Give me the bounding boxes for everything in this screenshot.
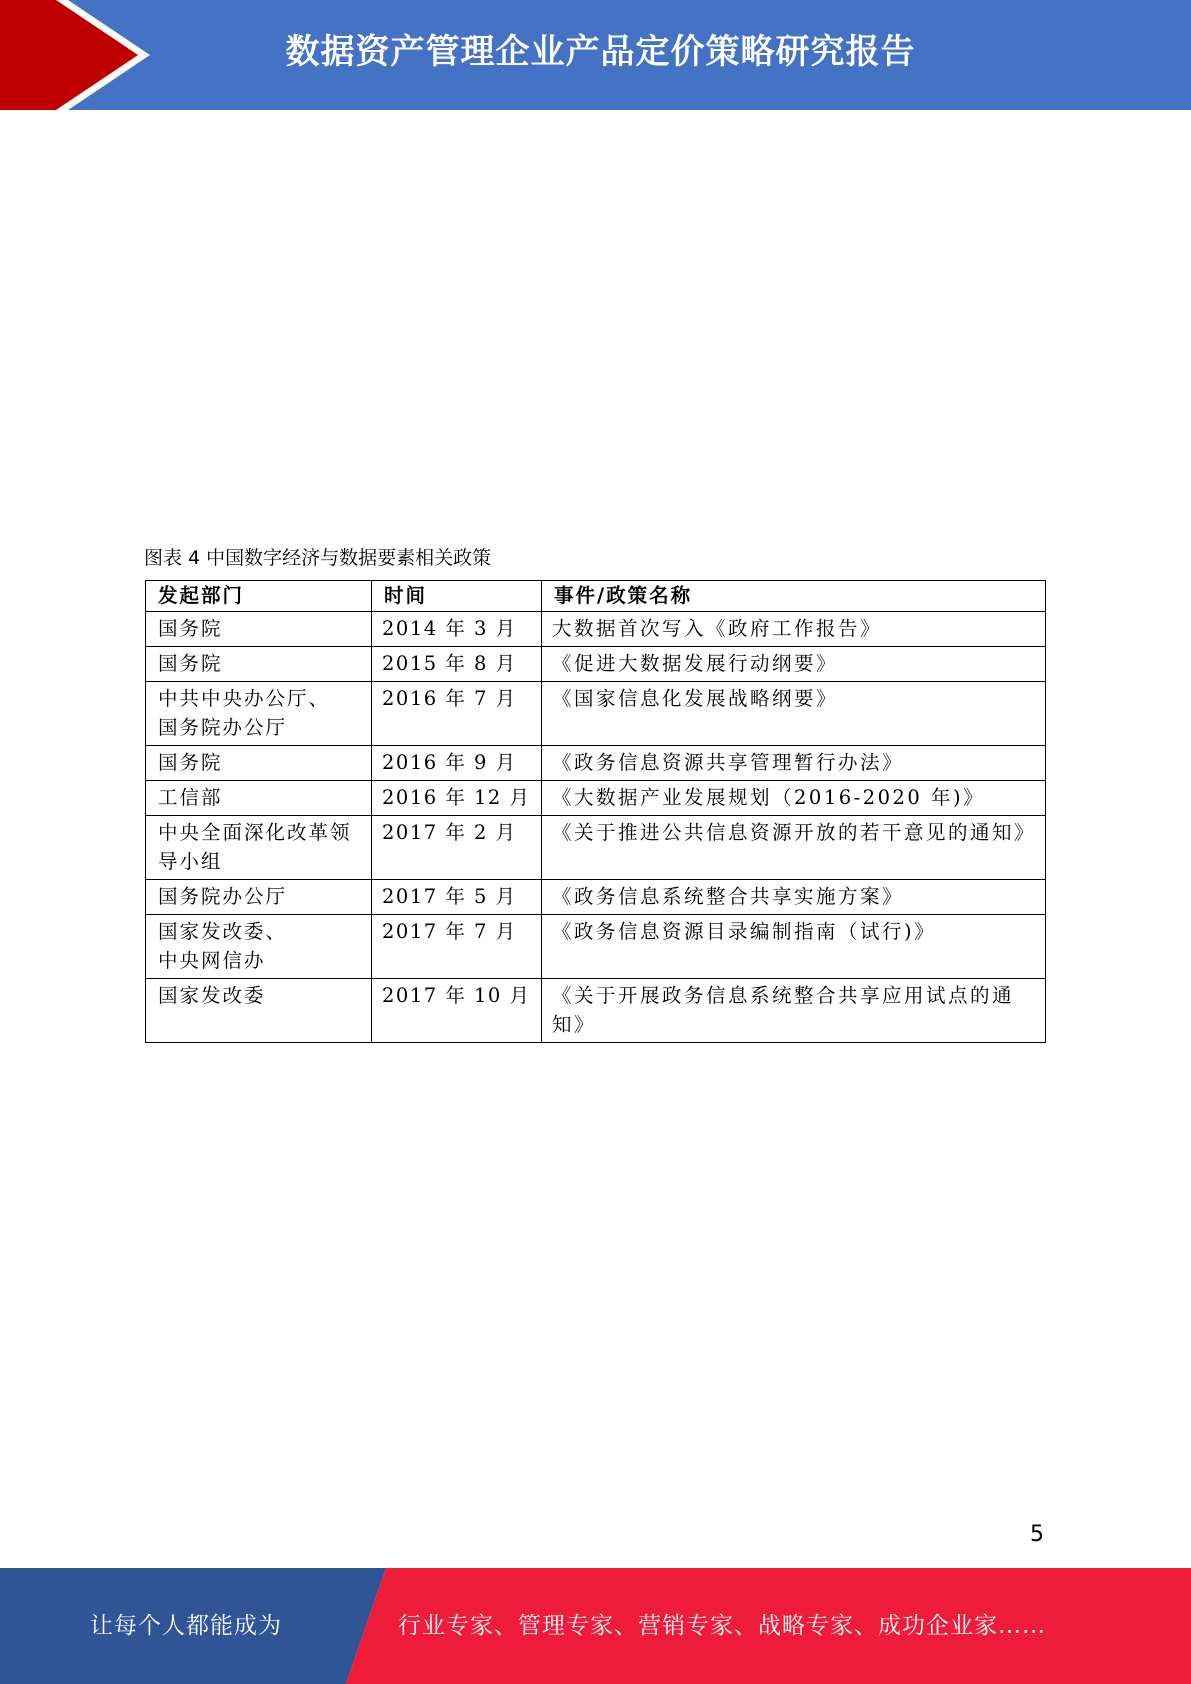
column-header-event: 事件/政策名称 — [542, 581, 1046, 612]
footer-band — [0, 1568, 1191, 1684]
page-number: 5 — [1030, 1522, 1044, 1547]
table-cell-department: 国务院 — [146, 647, 372, 682]
table-row — [146, 816, 1046, 880]
table-cell-event: 《政务信息系统整合共享实施方案》 — [542, 880, 1046, 915]
chevron-red-arrow — [0, 0, 138, 110]
column-header-department: 发起部门 — [146, 581, 372, 612]
table-row — [146, 647, 1046, 682]
header-band — [0, 0, 1191, 110]
table-cell-department: 工信部 — [146, 781, 372, 816]
table-cell-event: 大数据首次写入《政府工作报告》 — [542, 612, 1046, 647]
table-cell-department: 中共中央办公厅、 国务院办公厅 — [146, 682, 372, 746]
footer-slogan-left: 让每个人都能成为 — [90, 1613, 282, 1639]
footer-slogan-right: 行业专家、管理专家、营销专家、战略专家、成功企业家…… — [398, 1613, 1046, 1639]
table-cell-event: 《关于推进公共信息资源开放的若干意见的通知》 — [542, 816, 1046, 880]
table-row — [146, 880, 1046, 915]
table-cell-event: 《关于开展政务信息系统整合共享应用试点的通知》 — [542, 979, 1046, 1043]
table-cell-time: 2017 年 5 月 — [372, 880, 542, 915]
table-cell-time: 2014 年 3 月 — [372, 612, 542, 647]
table-row — [146, 979, 1046, 1043]
table-cell-time: 2016 年 9 月 — [372, 746, 542, 781]
table-header-row — [146, 581, 1046, 612]
table-cell-department: 国务院 — [146, 746, 372, 781]
table-cell-time: 2015 年 8 月 — [372, 647, 542, 682]
table-cell-time: 2017 年 10 月 — [372, 979, 542, 1043]
policy-table — [145, 580, 1046, 1043]
table-body — [146, 612, 1046, 1043]
table-row — [146, 915, 1046, 979]
table-cell-time: 2016 年 7 月 — [372, 682, 542, 746]
header-chevron-decoration — [0, 0, 160, 110]
table-row — [146, 746, 1046, 781]
table-cell-event: 《国家信息化发展战略纲要》 — [542, 682, 1046, 746]
table-cell-time: 2017 年 2 月 — [372, 816, 542, 880]
table-cell-event: 《政务信息资源目录编制指南（试行)》 — [542, 915, 1046, 979]
table-row — [146, 781, 1046, 816]
table-row — [146, 612, 1046, 647]
report-title: 数据资产管理企业产品定价策略研究报告 — [285, 32, 916, 72]
table-cell-time: 2017 年 7 月 — [372, 915, 542, 979]
table-cell-event: 《政务信息资源共享管理暂行办法》 — [542, 746, 1046, 781]
table-cell-department: 国务院 — [146, 612, 372, 647]
table-cell-department: 中央全面深化改革领导小组 — [146, 816, 372, 880]
figure-caption: 图表 4 中国数字经济与数据要素相关政策 — [144, 547, 492, 569]
table-cell-event: 《促进大数据发展行动纲要》 — [542, 647, 1046, 682]
column-header-time: 时间 — [372, 581, 542, 612]
table-cell-time: 2016 年 12 月 — [372, 781, 542, 816]
table-row — [146, 682, 1046, 746]
table-cell-department: 国家发改委、 中央网信办 — [146, 915, 372, 979]
table-cell-department: 国家发改委 — [146, 979, 372, 1043]
table-cell-event: 《大数据产业发展规划（2016-2020 年)》 — [542, 781, 1046, 816]
table-cell-department: 国务院办公厅 — [146, 880, 372, 915]
